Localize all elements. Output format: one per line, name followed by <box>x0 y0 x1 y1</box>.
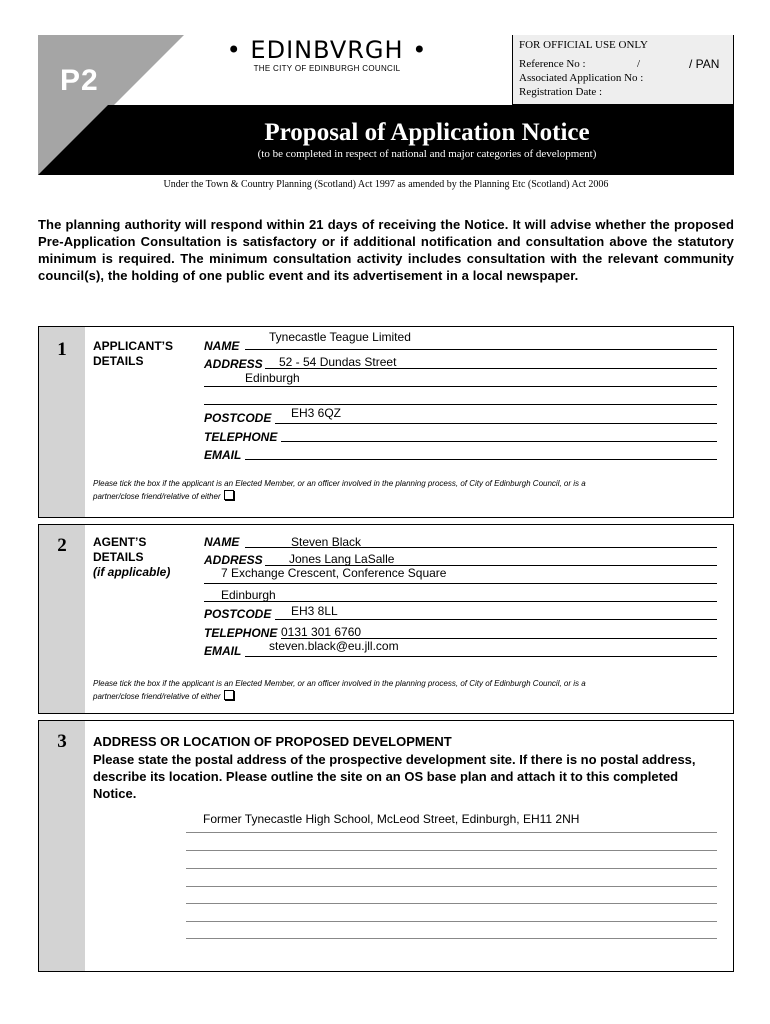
email-label: EMAIL <box>204 448 242 462</box>
address-field-line-2[interactable] <box>204 386 717 387</box>
site-address-value[interactable]: Former Tynecastle High School, McLeod Street, Edinburgh, EH11 2NH <box>203 812 580 826</box>
official-use-title: FOR OFFICIAL USE ONLY <box>519 39 648 51</box>
name-label: NAME <box>204 339 240 353</box>
section-applicant-details <box>38 326 734 518</box>
applicant-name-value[interactable]: Tynecastle Teague Limited <box>269 330 411 344</box>
elected-member-note-line1: Please tick the box if the applicant is an Elected Member, or an officer involved in the planning process, of City of Edinburgh Council, or is a <box>93 479 586 488</box>
section-heading-note: (if applicable) <box>93 565 171 579</box>
elected-member-note-line2: partner/close friend/relative of either <box>93 692 221 701</box>
associated-application-label: Associated Application No : <box>519 72 644 84</box>
name-field-line[interactable] <box>245 349 717 350</box>
section-heading-line1: AGENT’S <box>93 535 147 549</box>
form-badge: P2 <box>60 64 99 97</box>
telephone-label: TELEPHONE <box>204 626 278 640</box>
registration-date-label: Registration Date : <box>519 86 603 98</box>
address-label: ADDRESS <box>204 553 263 567</box>
site-address-line-4[interactable] <box>186 886 717 887</box>
address-label: ADDRESS <box>204 357 263 371</box>
logo-wordmark: • EDINBVRGH • <box>226 36 428 64</box>
elected-member-checkbox[interactable] <box>224 490 234 500</box>
elected-member-note-line1: Please tick the box if the applicant is an Elected Member, or an officer involved in the planning process, of City of Edinburgh Council, or is a <box>93 679 586 688</box>
reference-row <box>519 57 727 71</box>
elected-member-note-line2: partner/close friend/relative of either <box>93 492 221 501</box>
agent-postcode-value[interactable]: EH3 8LL <box>291 604 338 618</box>
section-heading-line2: DETAILS <box>93 550 144 564</box>
agent-address-line1[interactable]: Jones Lang LaSalle <box>289 552 395 566</box>
address-field-line-3[interactable] <box>204 404 717 405</box>
section-development-location <box>38 720 734 972</box>
agent-address-line2[interactable]: 7 Exchange Crescent, Conference Square <box>221 566 447 580</box>
site-address-line-2[interactable] <box>186 850 717 851</box>
official-use-box <box>512 35 734 105</box>
agent-telephone-value[interactable]: 0131 301 6760 <box>281 625 362 639</box>
postcode-label: POSTCODE <box>204 607 272 621</box>
section-heading-line1: APPLICANT’S <box>93 339 174 353</box>
applicant-address-line2[interactable]: Edinburgh <box>245 371 300 385</box>
section-heading <box>93 339 173 369</box>
site-address-line-1[interactable] <box>186 832 717 833</box>
council-logo <box>222 36 432 73</box>
reference-separator: / <box>637 58 641 70</box>
applicant-postcode-value[interactable]: EH3 6QZ <box>291 406 342 420</box>
section-instructions: Please state the postal address of the prospective development site. If there is no postal address, describe its location. Please outline the site on an OS base plan and attach it to this completed Notice. <box>93 752 696 801</box>
section-number-band <box>39 721 85 971</box>
site-address-line-6[interactable] <box>186 921 717 922</box>
postcode-field-line[interactable] <box>275 619 717 620</box>
section-heading-line2: DETAILS <box>93 354 144 368</box>
section-number: 3 <box>57 731 67 752</box>
agent-name-value[interactable]: Steven Black <box>291 535 362 549</box>
email-field-line[interactable] <box>245 459 717 460</box>
elected-member-note <box>93 477 733 503</box>
site-address-line-3[interactable] <box>186 868 717 869</box>
agent-email-value[interactable]: steven.black@eu.jll.com <box>269 639 399 653</box>
site-address-line-7[interactable] <box>186 938 717 939</box>
section-number: 2 <box>57 535 67 556</box>
site-address-line-5[interactable] <box>186 903 717 904</box>
telephone-label: TELEPHONE <box>204 430 278 444</box>
section-agent-details <box>38 524 734 714</box>
section-number: 1 <box>57 339 67 360</box>
logo-subtitle: THE CITY OF EDINBURGH COUNCIL <box>253 64 401 73</box>
postcode-field-line[interactable] <box>275 423 717 424</box>
section-heading <box>93 535 170 580</box>
postcode-label: POSTCODE <box>204 411 272 425</box>
elected-member-note <box>93 677 733 703</box>
telephone-field-line[interactable] <box>281 441 717 442</box>
address-field-line-3[interactable] <box>204 601 717 602</box>
legislation-note: Under the Town & Country Planning (Scotland) Act 1997 as amended by the Planning Etc (Scotland) Act 2006 <box>163 179 609 190</box>
address-field-line-2[interactable] <box>204 583 717 584</box>
form-title-block <box>120 118 734 160</box>
email-label: EMAIL <box>204 644 242 658</box>
reference-label: Reference No : <box>519 58 586 70</box>
intro-paragraph: The planning authority will respond within 21 days of receiving the Notice. It will advise whether the proposed Pre-Application Consultation is satisfactory or if additional notification and consultation above the statutory minimum is required. The minimum consultation activity includes consultation with the relevant community council(s), the holding of one public event and its advertisement in a local newspaper. <box>38 217 734 283</box>
name-label: NAME <box>204 535 240 549</box>
page-title: Proposal of Application Notice <box>264 119 590 146</box>
email-field-line[interactable] <box>245 656 717 657</box>
elected-member-checkbox[interactable] <box>224 690 234 700</box>
agent-address-line3[interactable]: Edinburgh <box>221 588 276 602</box>
page-subtitle: (to be completed in respect of national and major categories of development) <box>257 148 597 160</box>
section-heading: ADDRESS OR LOCATION OF PROPOSED DEVELOPMENT <box>93 734 452 749</box>
reference-suffix: / PAN <box>689 57 720 71</box>
applicant-address-line1[interactable]: 52 - 54 Dundas Street <box>279 355 397 369</box>
